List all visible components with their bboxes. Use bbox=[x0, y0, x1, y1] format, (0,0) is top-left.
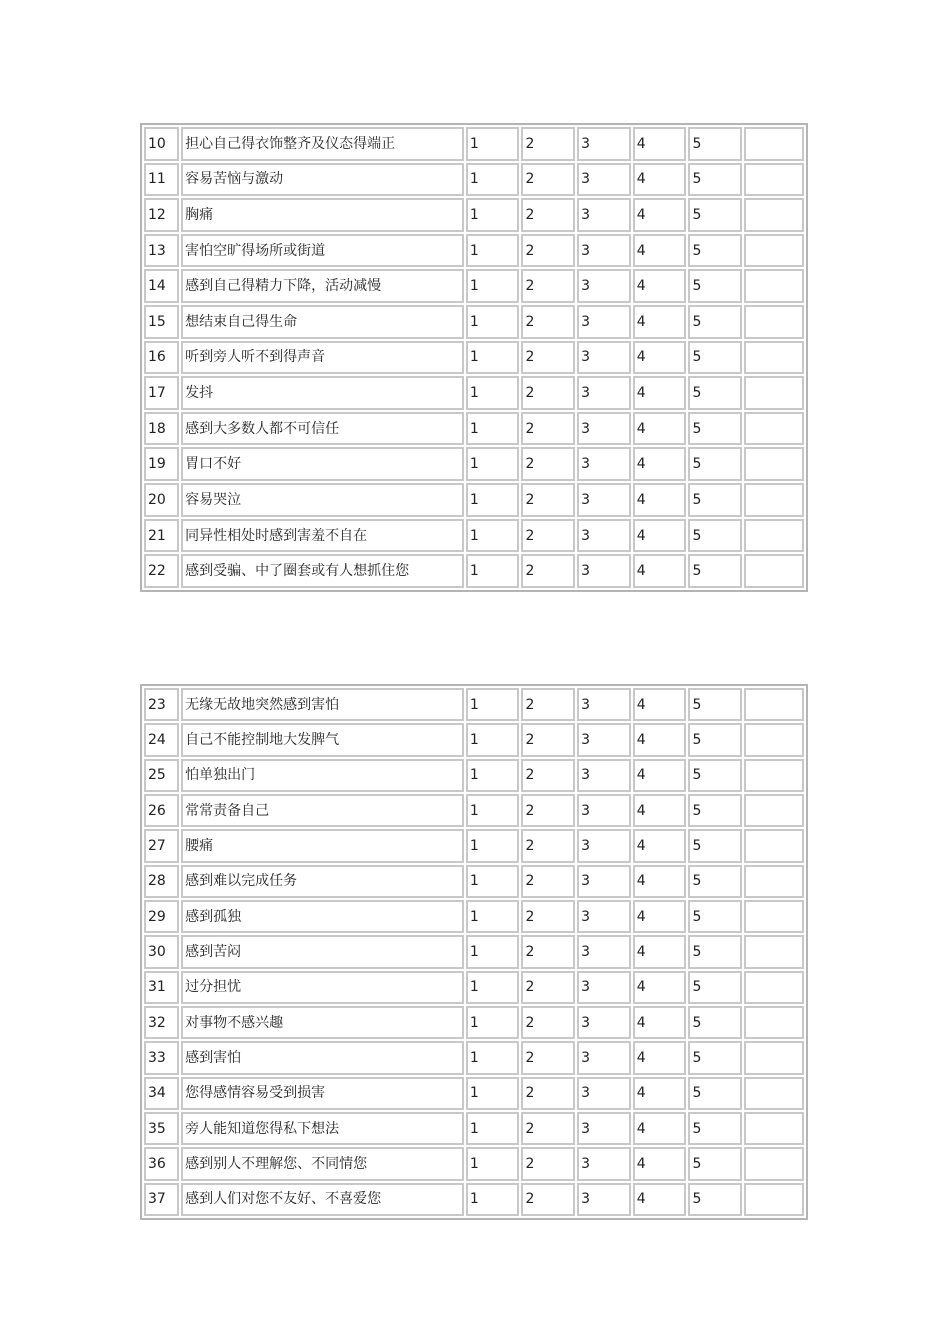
score-option-3: 3 bbox=[577, 198, 631, 232]
item-text: 想结束自己得生命 bbox=[181, 305, 464, 339]
item-text: 感到受骗、中了圈套或有人想抓住您 bbox=[181, 554, 464, 588]
score-option-2: 2 bbox=[521, 412, 575, 446]
score-option-1: 1 bbox=[466, 1147, 520, 1180]
item-text: 旁人能知道您得私下想法 bbox=[181, 1112, 464, 1145]
score-option-4: 4 bbox=[633, 865, 687, 898]
table-2-body bbox=[144, 688, 804, 1216]
score-option-5: 5 bbox=[688, 554, 742, 588]
score-option-2: 2 bbox=[521, 234, 575, 268]
answer-cell bbox=[744, 1006, 804, 1039]
score-option-5: 5 bbox=[688, 759, 742, 792]
answer-cell bbox=[744, 900, 804, 933]
score-option-4: 4 bbox=[633, 1112, 687, 1145]
score-option-4: 4 bbox=[633, 1077, 687, 1110]
score-option-1: 1 bbox=[466, 341, 520, 375]
table-row bbox=[144, 305, 804, 339]
table-row bbox=[144, 447, 804, 481]
score-option-5: 5 bbox=[688, 1041, 742, 1074]
score-option-5: 5 bbox=[688, 341, 742, 375]
score-option-4: 4 bbox=[633, 794, 687, 827]
score-option-1: 1 bbox=[466, 1077, 520, 1110]
score-option-3: 3 bbox=[577, 412, 631, 446]
questionnaire-table-1 bbox=[140, 123, 808, 592]
answer-cell bbox=[744, 554, 804, 588]
item-number: 21 bbox=[144, 519, 179, 553]
answer-cell bbox=[744, 971, 804, 1004]
score-option-2: 2 bbox=[521, 759, 575, 792]
score-option-3: 3 bbox=[577, 865, 631, 898]
score-option-4: 4 bbox=[633, 688, 687, 721]
score-option-4: 4 bbox=[633, 198, 687, 232]
score-option-1: 1 bbox=[466, 163, 520, 197]
item-number: 34 bbox=[144, 1077, 179, 1110]
table-row bbox=[144, 723, 804, 756]
score-option-4: 4 bbox=[633, 376, 687, 410]
answer-cell bbox=[744, 127, 804, 161]
score-option-3: 3 bbox=[577, 1112, 631, 1145]
score-option-2: 2 bbox=[521, 935, 575, 968]
score-option-1: 1 bbox=[466, 900, 520, 933]
score-option-5: 5 bbox=[688, 483, 742, 517]
score-option-2: 2 bbox=[521, 865, 575, 898]
item-number: 13 bbox=[144, 234, 179, 268]
answer-cell bbox=[744, 1183, 804, 1216]
score-option-5: 5 bbox=[688, 865, 742, 898]
table-row bbox=[144, 688, 804, 721]
score-option-2: 2 bbox=[521, 794, 575, 827]
score-option-1: 1 bbox=[466, 829, 520, 862]
score-option-1: 1 bbox=[466, 971, 520, 1004]
score-option-3: 3 bbox=[577, 554, 631, 588]
item-number: 27 bbox=[144, 829, 179, 862]
score-option-4: 4 bbox=[633, 1183, 687, 1216]
score-option-3: 3 bbox=[577, 376, 631, 410]
score-option-1: 1 bbox=[466, 483, 520, 517]
score-option-3: 3 bbox=[577, 688, 631, 721]
score-option-3: 3 bbox=[577, 794, 631, 827]
score-option-2: 2 bbox=[521, 447, 575, 481]
score-option-5: 5 bbox=[688, 376, 742, 410]
item-number: 20 bbox=[144, 483, 179, 517]
answer-cell bbox=[744, 1112, 804, 1145]
answer-cell bbox=[744, 376, 804, 410]
item-text: 感到害怕 bbox=[181, 1041, 464, 1074]
item-number: 14 bbox=[144, 269, 179, 303]
score-option-2: 2 bbox=[521, 829, 575, 862]
item-number: 26 bbox=[144, 794, 179, 827]
item-number: 31 bbox=[144, 971, 179, 1004]
table-row bbox=[144, 1183, 804, 1216]
item-number: 29 bbox=[144, 900, 179, 933]
score-option-2: 2 bbox=[521, 483, 575, 517]
score-option-2: 2 bbox=[521, 127, 575, 161]
item-number: 37 bbox=[144, 1183, 179, 1216]
score-option-1: 1 bbox=[466, 723, 520, 756]
score-option-4: 4 bbox=[633, 341, 687, 375]
score-option-4: 4 bbox=[633, 829, 687, 862]
score-option-1: 1 bbox=[466, 1112, 520, 1145]
score-option-1: 1 bbox=[466, 519, 520, 553]
score-option-5: 5 bbox=[688, 1006, 742, 1039]
item-text: 感到自己得精力下降，活动减慢 bbox=[181, 269, 464, 303]
score-option-3: 3 bbox=[577, 269, 631, 303]
answer-cell bbox=[744, 412, 804, 446]
table-row bbox=[144, 1147, 804, 1180]
item-number: 28 bbox=[144, 865, 179, 898]
item-text: 感到大多数人都不可信任 bbox=[181, 412, 464, 446]
answer-cell bbox=[744, 483, 804, 517]
score-option-3: 3 bbox=[577, 1006, 631, 1039]
score-option-4: 4 bbox=[633, 1147, 687, 1180]
score-option-4: 4 bbox=[633, 723, 687, 756]
table-1-body bbox=[144, 127, 804, 588]
score-option-5: 5 bbox=[688, 900, 742, 933]
answer-cell bbox=[744, 341, 804, 375]
score-option-4: 4 bbox=[633, 412, 687, 446]
score-option-5: 5 bbox=[688, 688, 742, 721]
item-text: 同异性相处时感到害羞不自在 bbox=[181, 519, 464, 553]
item-text: 感到人们对您不友好、不喜爱您 bbox=[181, 1183, 464, 1216]
score-option-5: 5 bbox=[688, 198, 742, 232]
item-number: 19 bbox=[144, 447, 179, 481]
score-option-1: 1 bbox=[466, 1006, 520, 1039]
table-row bbox=[144, 127, 804, 161]
score-option-4: 4 bbox=[633, 971, 687, 1004]
item-number: 35 bbox=[144, 1112, 179, 1145]
score-option-5: 5 bbox=[688, 447, 742, 481]
answer-cell bbox=[744, 865, 804, 898]
score-option-1: 1 bbox=[466, 865, 520, 898]
score-option-1: 1 bbox=[466, 447, 520, 481]
score-option-4: 4 bbox=[633, 269, 687, 303]
item-number: 16 bbox=[144, 341, 179, 375]
score-option-2: 2 bbox=[521, 269, 575, 303]
item-text: 担心自己得衣饰整齐及仪态得端正 bbox=[181, 127, 464, 161]
item-text: 过分担忧 bbox=[181, 971, 464, 1004]
score-option-2: 2 bbox=[521, 554, 575, 588]
table-row bbox=[144, 759, 804, 792]
table-row bbox=[144, 234, 804, 268]
item-number: 15 bbox=[144, 305, 179, 339]
item-text: 对事物不感兴趣 bbox=[181, 1006, 464, 1039]
item-number: 11 bbox=[144, 163, 179, 197]
item-text: 容易苦恼与激动 bbox=[181, 163, 464, 197]
score-option-2: 2 bbox=[521, 1077, 575, 1110]
score-option-5: 5 bbox=[688, 1077, 742, 1110]
score-option-5: 5 bbox=[688, 794, 742, 827]
table-row bbox=[144, 483, 804, 517]
answer-cell bbox=[744, 759, 804, 792]
item-number: 23 bbox=[144, 688, 179, 721]
answer-cell bbox=[744, 234, 804, 268]
score-option-1: 1 bbox=[466, 759, 520, 792]
score-option-5: 5 bbox=[688, 971, 742, 1004]
item-text: 胃口不好 bbox=[181, 447, 464, 481]
score-option-2: 2 bbox=[521, 1112, 575, 1145]
score-option-3: 3 bbox=[577, 935, 631, 968]
answer-cell bbox=[744, 269, 804, 303]
item-text: 自己不能控制地大发脾气 bbox=[181, 723, 464, 756]
answer-cell bbox=[744, 794, 804, 827]
score-option-5: 5 bbox=[688, 935, 742, 968]
table-row bbox=[144, 935, 804, 968]
item-number: 10 bbox=[144, 127, 179, 161]
score-option-2: 2 bbox=[521, 688, 575, 721]
score-option-4: 4 bbox=[633, 519, 687, 553]
score-option-3: 3 bbox=[577, 305, 631, 339]
table-row bbox=[144, 794, 804, 827]
table-row bbox=[144, 1006, 804, 1039]
item-text: 感到别人不理解您、不同情您 bbox=[181, 1147, 464, 1180]
score-option-3: 3 bbox=[577, 234, 631, 268]
table-row bbox=[144, 412, 804, 446]
item-text: 怕单独出门 bbox=[181, 759, 464, 792]
score-option-1: 1 bbox=[466, 554, 520, 588]
score-option-3: 3 bbox=[577, 127, 631, 161]
score-option-1: 1 bbox=[466, 376, 520, 410]
item-number: 22 bbox=[144, 554, 179, 588]
score-option-2: 2 bbox=[521, 519, 575, 553]
score-option-4: 4 bbox=[633, 935, 687, 968]
item-number: 12 bbox=[144, 198, 179, 232]
item-number: 18 bbox=[144, 412, 179, 446]
answer-cell bbox=[744, 163, 804, 197]
score-option-5: 5 bbox=[688, 412, 742, 446]
table-row bbox=[144, 900, 804, 933]
table-row bbox=[144, 163, 804, 197]
answer-cell bbox=[744, 447, 804, 481]
score-option-4: 4 bbox=[633, 759, 687, 792]
answer-cell bbox=[744, 688, 804, 721]
score-option-5: 5 bbox=[688, 305, 742, 339]
score-option-1: 1 bbox=[466, 305, 520, 339]
table-row bbox=[144, 829, 804, 862]
table-row bbox=[144, 1041, 804, 1074]
table-row bbox=[144, 1077, 804, 1110]
score-option-5: 5 bbox=[688, 519, 742, 553]
score-option-3: 3 bbox=[577, 1183, 631, 1216]
answer-cell bbox=[744, 198, 804, 232]
score-option-1: 1 bbox=[466, 234, 520, 268]
score-option-3: 3 bbox=[577, 341, 631, 375]
answer-cell bbox=[744, 723, 804, 756]
table-row bbox=[144, 198, 804, 232]
score-option-4: 4 bbox=[633, 163, 687, 197]
answer-cell bbox=[744, 829, 804, 862]
table-row bbox=[144, 865, 804, 898]
item-number: 33 bbox=[144, 1041, 179, 1074]
table-row bbox=[144, 554, 804, 588]
score-option-1: 1 bbox=[466, 127, 520, 161]
score-option-5: 5 bbox=[688, 127, 742, 161]
score-option-2: 2 bbox=[521, 1147, 575, 1180]
score-option-1: 1 bbox=[466, 935, 520, 968]
item-text: 常常责备自己 bbox=[181, 794, 464, 827]
table-row bbox=[144, 1112, 804, 1145]
item-text: 听到旁人听不到得声音 bbox=[181, 341, 464, 375]
score-option-3: 3 bbox=[577, 1041, 631, 1074]
score-option-5: 5 bbox=[688, 163, 742, 197]
answer-cell bbox=[744, 935, 804, 968]
score-option-2: 2 bbox=[521, 1006, 575, 1039]
score-option-2: 2 bbox=[521, 198, 575, 232]
score-option-3: 3 bbox=[577, 519, 631, 553]
score-option-2: 2 bbox=[521, 900, 575, 933]
score-option-5: 5 bbox=[688, 269, 742, 303]
score-option-2: 2 bbox=[521, 971, 575, 1004]
score-option-3: 3 bbox=[577, 759, 631, 792]
score-option-2: 2 bbox=[521, 163, 575, 197]
score-option-2: 2 bbox=[521, 305, 575, 339]
item-number: 24 bbox=[144, 723, 179, 756]
score-option-5: 5 bbox=[688, 1147, 742, 1180]
score-option-2: 2 bbox=[521, 376, 575, 410]
score-option-1: 1 bbox=[466, 688, 520, 721]
score-option-2: 2 bbox=[521, 723, 575, 756]
item-text: 感到苦闷 bbox=[181, 935, 464, 968]
item-text: 感到孤独 bbox=[181, 900, 464, 933]
item-number: 17 bbox=[144, 376, 179, 410]
score-option-1: 1 bbox=[466, 794, 520, 827]
answer-cell bbox=[744, 305, 804, 339]
score-option-3: 3 bbox=[577, 447, 631, 481]
item-number: 25 bbox=[144, 759, 179, 792]
item-number: 36 bbox=[144, 1147, 179, 1180]
score-option-5: 5 bbox=[688, 723, 742, 756]
score-option-4: 4 bbox=[633, 483, 687, 517]
score-option-4: 4 bbox=[633, 447, 687, 481]
score-option-4: 4 bbox=[633, 1006, 687, 1039]
score-option-2: 2 bbox=[521, 341, 575, 375]
score-option-5: 5 bbox=[688, 1183, 742, 1216]
score-option-1: 1 bbox=[466, 1041, 520, 1074]
score-option-1: 1 bbox=[466, 198, 520, 232]
item-text: 胸痛 bbox=[181, 198, 464, 232]
table-row bbox=[144, 971, 804, 1004]
item-number: 32 bbox=[144, 1006, 179, 1039]
score-option-1: 1 bbox=[466, 269, 520, 303]
score-option-4: 4 bbox=[633, 554, 687, 588]
score-option-2: 2 bbox=[521, 1183, 575, 1216]
item-text: 您得感情容易受到损害 bbox=[181, 1077, 464, 1110]
score-option-3: 3 bbox=[577, 971, 631, 1004]
table-row bbox=[144, 341, 804, 375]
answer-cell bbox=[744, 519, 804, 553]
score-option-1: 1 bbox=[466, 412, 520, 446]
score-option-5: 5 bbox=[688, 829, 742, 862]
score-option-3: 3 bbox=[577, 723, 631, 756]
questionnaire-table-2 bbox=[140, 684, 808, 1220]
table-row bbox=[144, 376, 804, 410]
item-text: 无缘无故地突然感到害怕 bbox=[181, 688, 464, 721]
item-text: 害怕空旷得场所或街道 bbox=[181, 234, 464, 268]
table-row bbox=[144, 269, 804, 303]
answer-cell bbox=[744, 1077, 804, 1110]
score-option-3: 3 bbox=[577, 1077, 631, 1110]
score-option-3: 3 bbox=[577, 829, 631, 862]
score-option-4: 4 bbox=[633, 234, 687, 268]
item-text: 发抖 bbox=[181, 376, 464, 410]
item-number: 30 bbox=[144, 935, 179, 968]
answer-cell bbox=[744, 1147, 804, 1180]
score-option-4: 4 bbox=[633, 305, 687, 339]
answer-cell bbox=[744, 1041, 804, 1074]
score-option-5: 5 bbox=[688, 234, 742, 268]
score-option-5: 5 bbox=[688, 1112, 742, 1145]
score-option-3: 3 bbox=[577, 163, 631, 197]
item-text: 容易哭泣 bbox=[181, 483, 464, 517]
score-option-3: 3 bbox=[577, 900, 631, 933]
score-option-3: 3 bbox=[577, 483, 631, 517]
score-option-1: 1 bbox=[466, 1183, 520, 1216]
table-row bbox=[144, 519, 804, 553]
score-option-3: 3 bbox=[577, 1147, 631, 1180]
score-option-4: 4 bbox=[633, 1041, 687, 1074]
score-option-2: 2 bbox=[521, 1041, 575, 1074]
item-text: 感到难以完成任务 bbox=[181, 865, 464, 898]
score-option-4: 4 bbox=[633, 900, 687, 933]
item-text: 腰痛 bbox=[181, 829, 464, 862]
score-option-4: 4 bbox=[633, 127, 687, 161]
